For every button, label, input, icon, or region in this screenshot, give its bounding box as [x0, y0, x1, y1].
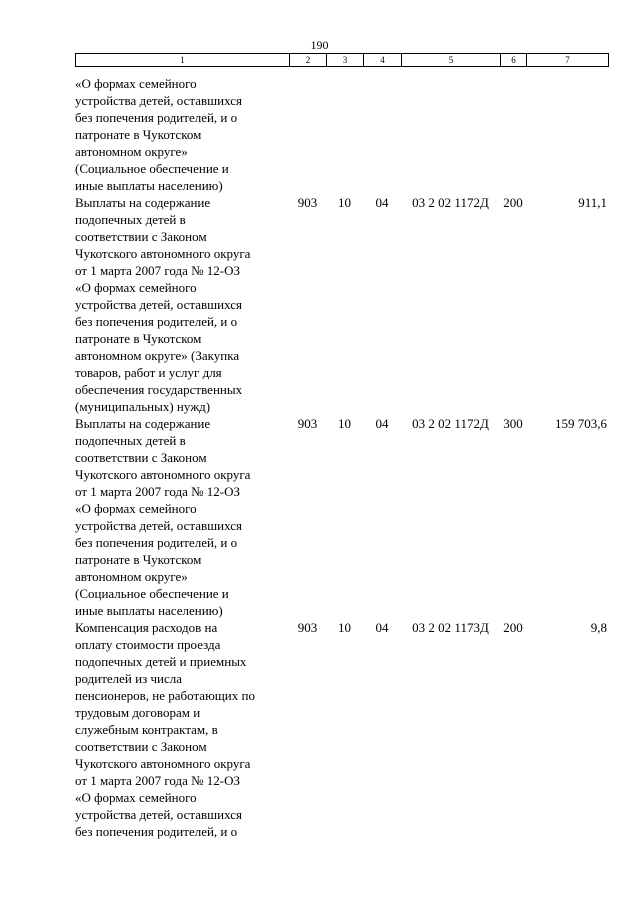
- row-target-article: 03 2 02 1173Д: [412, 620, 489, 635]
- table-header-row: [75, 53, 609, 67]
- row-description: Выплаты на содержание подопечных детей в соответствии с Законом Чукотского автономного округа от 1 марта 2007 года № 12-ОЗ «О формах семейного устройства детей, оставшихся без попечения родителей, и о патронате в Чукотском автономном округе» (Закупка товаров, работ и услуг для обеспечения государственных (муниципальных) нужд): [75, 195, 251, 414]
- header-col-5: 5: [402, 54, 501, 66]
- row-amount: 159 703,6: [555, 416, 607, 431]
- row-section-code: 10: [338, 620, 351, 635]
- header-col-3: 3: [327, 54, 364, 66]
- row-amount: 9,8: [590, 620, 607, 635]
- row-subsection-code: 04: [375, 620, 389, 635]
- row-section-code: 10: [338, 195, 351, 210]
- row-amount: 911,1: [578, 195, 607, 210]
- header-col-6: 6: [501, 54, 527, 66]
- row-subsection-code: 04: [375, 416, 389, 431]
- row-expense-type: 200: [503, 195, 523, 210]
- header-col-7: 7: [565, 55, 570, 65]
- row-expense-type: 200: [503, 620, 523, 635]
- row-target-article: 03 2 02 1172Д: [412, 416, 489, 431]
- row-description: «О формах семейного устройства детей, оставшихся без попечения родителей, и о патронате в Чукотском автономном округе» (Социальное обеспечение и иные выплаты населению): [75, 76, 242, 193]
- row-subsection-code: 04: [375, 195, 389, 210]
- table-row: [75, 619, 607, 840]
- table-row: [75, 415, 607, 619]
- table-body: [75, 75, 607, 840]
- row-description: Компенсация расходов на оплату стоимости проезда подопечных детей и приемных родителей из числа пенсионеров, не работающих по трудовым договорам и служебным контрактам, в соответствии с Законом Чукотского автономного округа от 1 марта 2007 года № 12-ОЗ «О формах семейного устройства детей, оставшихся без попечения родителей, и о: [75, 620, 255, 839]
- row-ministry-code: 903: [297, 620, 318, 635]
- table-row: [75, 75, 607, 194]
- row-target-article: 03 2 02 1172Д: [412, 195, 489, 210]
- header-col-4: 4: [364, 54, 402, 66]
- row-description: Выплаты на содержание подопечных детей в соответствии с Законом Чукотского автономного округа от 1 марта 2007 года № 12-ОЗ «О формах семейного устройства детей, оставшихся без попечения родителей, и о патронате в Чукотском автономном округе» (Социальное обеспечение и иные выплаты населению): [75, 416, 251, 618]
- header-col-2: 2: [290, 54, 327, 66]
- row-ministry-code: 903: [297, 195, 318, 210]
- row-expense-type: 300: [503, 416, 523, 431]
- row-section-code: 10: [338, 416, 351, 431]
- page-number: 190: [310, 38, 329, 52]
- table-row: [75, 194, 607, 415]
- header-col-1: 1: [76, 54, 290, 66]
- row-ministry-code: 903: [297, 416, 318, 431]
